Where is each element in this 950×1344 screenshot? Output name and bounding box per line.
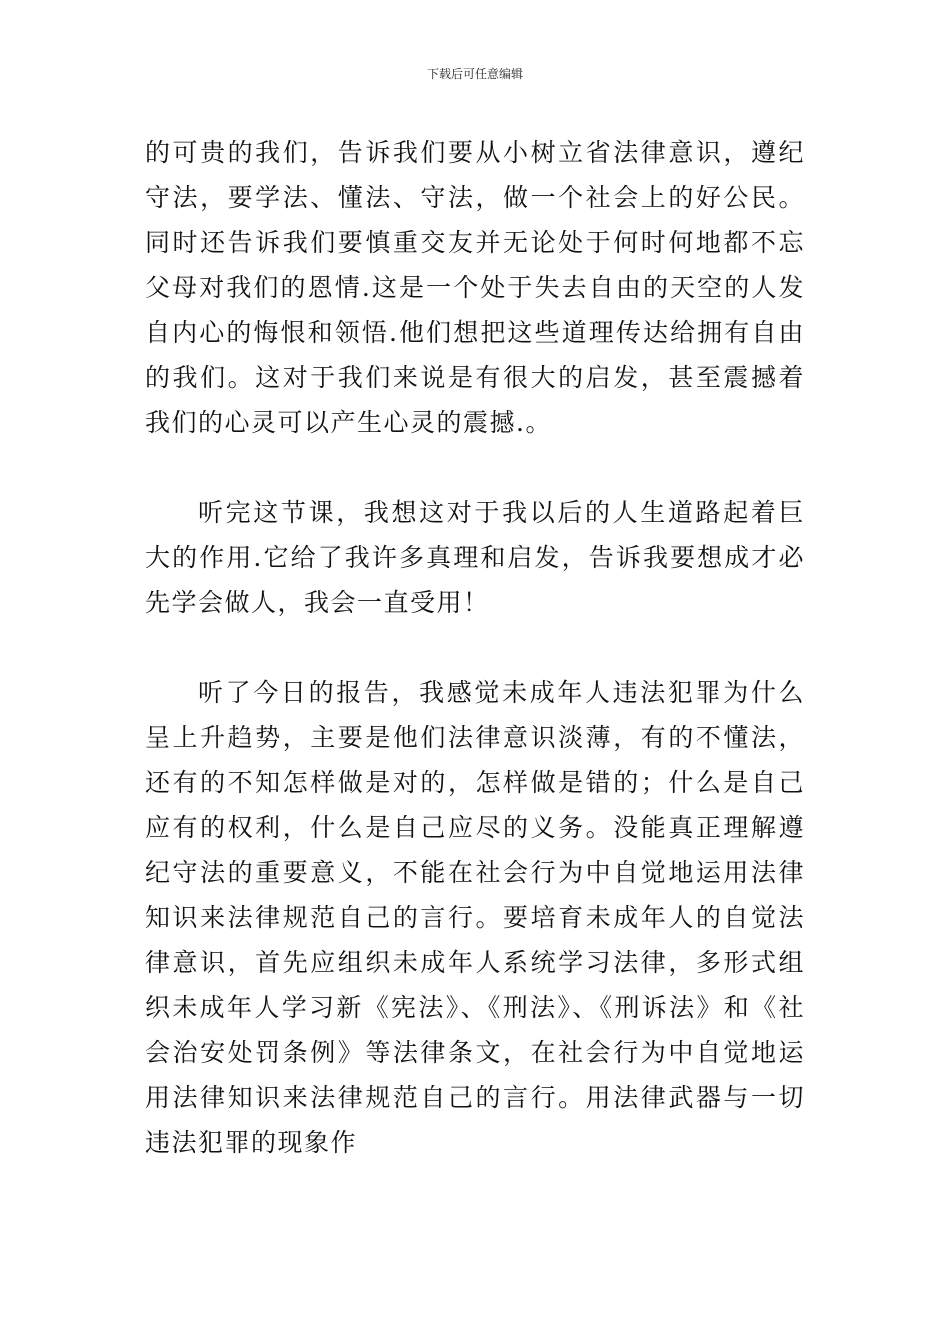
document-body <box>145 130 805 1165</box>
page-header: 下载后可任意编辑 <box>426 67 523 81</box>
paragraph-gap <box>145 445 805 490</box>
paragraph-2: 听完这节课，我想这对于我以后的人生道路起着巨大的作用.它给了我许多真理和启发，告诉我要想成才必先学会做人，我会一直受用！ <box>145 498 805 617</box>
paragraph-gap <box>145 625 805 670</box>
paragraph-1: 的可贵的我们，告诉我们要从小树立省法律意识，遵纪守法，要学法、懂法、守法，做一个社会上的好公民。同时还告诉我们要慎重交友并无论处于何时何地都不忘父母对我们的恩情.这是一个处于失去自由的天空的人发自内心的悔恨和领悟.他们想把这些道理传达给拥有自由的我们。这对于我们来说是有很大的启发，甚至震撼着我们的心灵可以产生心灵的震撼.。 <box>145 138 805 437</box>
paragraph-3: 听了今日的报告，我感觉未成年人违法犯罪为什么呈上升趋势，主要是他们法律意识淡薄，有的不懂法，还有的不知怎样做是对的，怎样做是错的；什么是自己应有的权利，什么是自己应尽的义务。没能真正理解遵纪守法的重要意义，不能在社会行为中自觉地运用法律知识来法律规范自己的言行。要培育未成年人的自觉法律意识，首先应组织未成年人系统学习法律，多形式组织未成年人学习新《宪法》、《刑法》、《刑诉法》和《社会治安处罚条例》等法律条文，在社会行为中自觉地运用法律知识来法律规范自己的言行。用法律武器与一切违法犯罪的现象作 <box>145 678 805 1157</box>
